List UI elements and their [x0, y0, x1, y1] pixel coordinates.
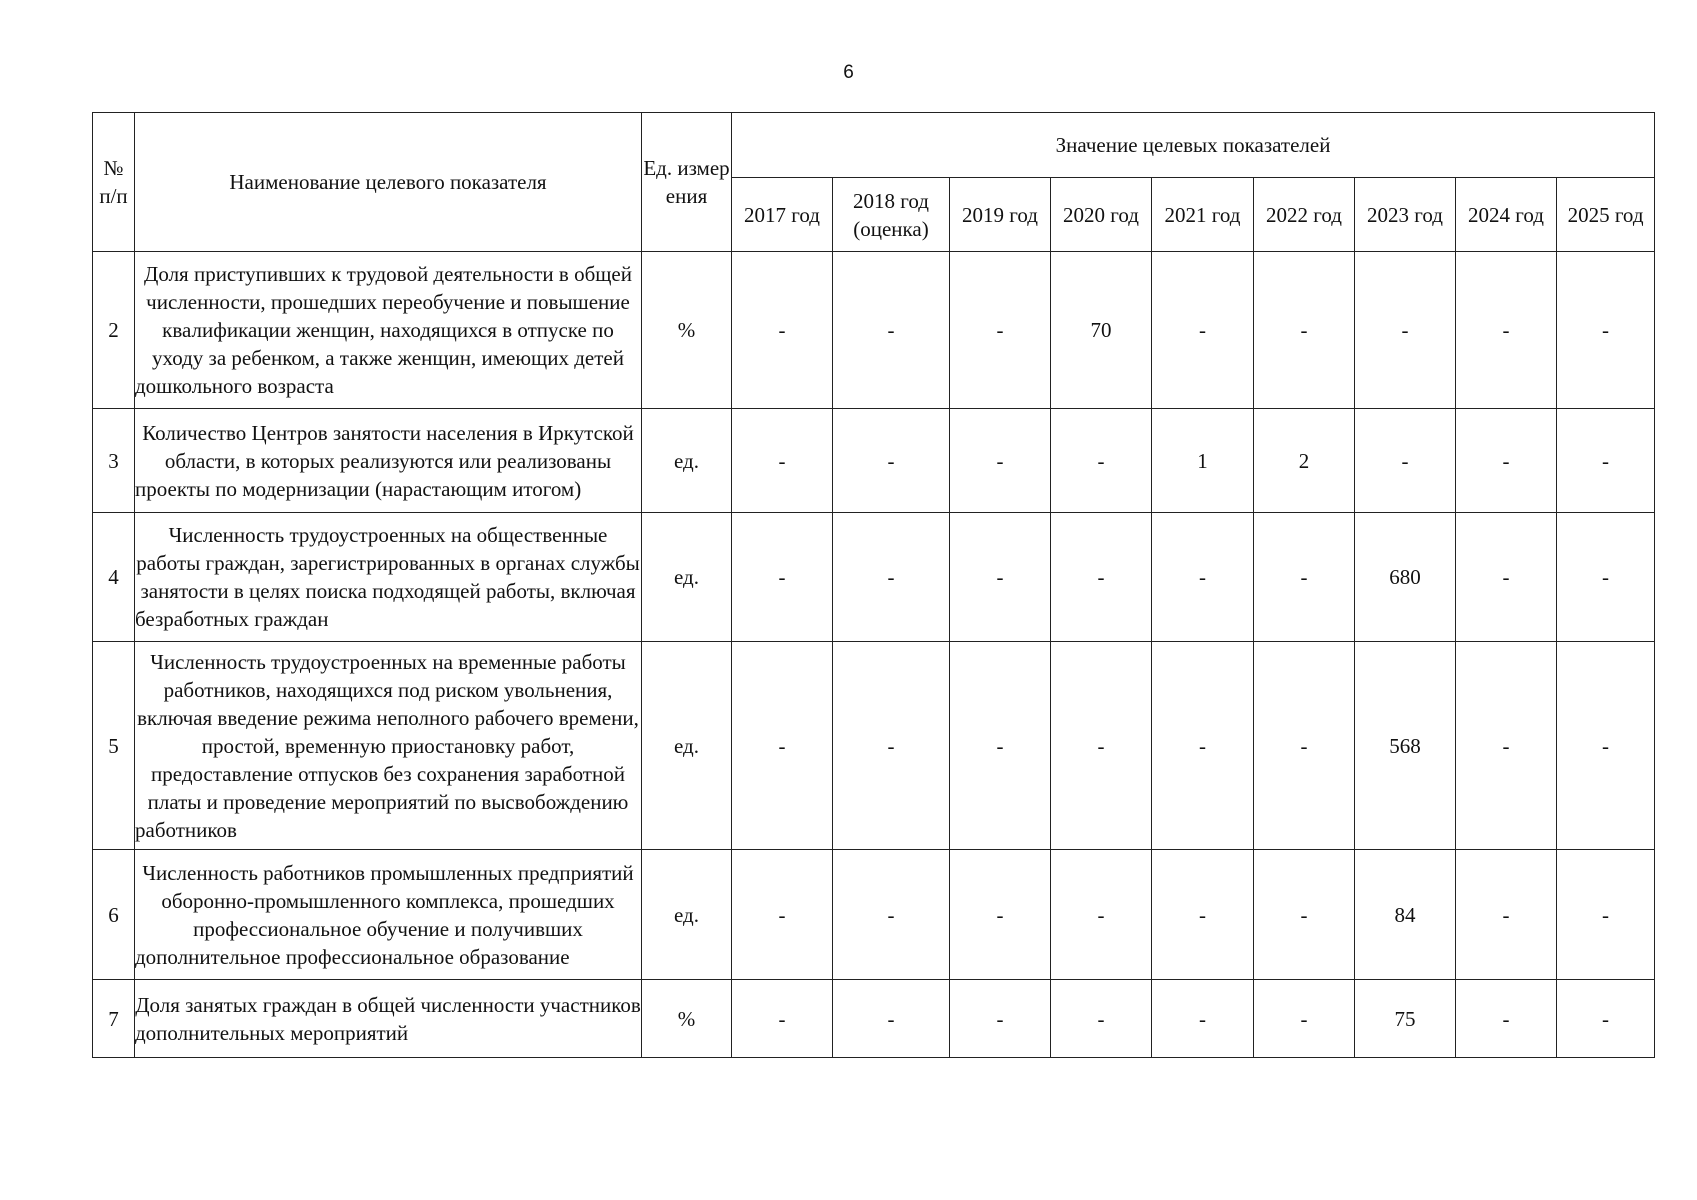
- indicator-unit: ед.: [642, 409, 732, 513]
- indicator-value: -: [1456, 513, 1557, 642]
- indicator-value: -: [1254, 513, 1355, 642]
- indicator-value: -: [1355, 409, 1456, 513]
- indicator-value: -: [1254, 980, 1355, 1058]
- header-year-3: 2020 год: [1051, 178, 1152, 252]
- indicator-value: -: [732, 980, 833, 1058]
- indicator-value: -: [833, 980, 950, 1058]
- indicator-name: Численность трудоустроенных на временные работы работников, находящихся под риском увольнения, включая введение режима неполного рабочего времени, простой, временную приостановку работ, предоставление отпусков без сохранения заработной платы и проведение мероприятий по высвобождению работников: [135, 642, 642, 850]
- indicator-value: -: [1152, 850, 1254, 980]
- indicator-value: -: [1152, 513, 1254, 642]
- indicator-name: Доля занятых граждан в общей численности участников дополнительных мероприятий: [135, 980, 642, 1058]
- indicator-unit: %: [642, 980, 732, 1058]
- indicator-value: -: [1456, 980, 1557, 1058]
- indicator-value: -: [1152, 252, 1254, 409]
- table-row: [93, 409, 1655, 513]
- indicator-value: 568: [1355, 642, 1456, 850]
- indicator-value: -: [1557, 850, 1655, 980]
- indicator-value: 84: [1355, 850, 1456, 980]
- target-indicators-table: [92, 112, 1655, 1058]
- indicator-value: -: [950, 513, 1051, 642]
- indicator-value: -: [833, 409, 950, 513]
- indicator-value: 1: [1152, 409, 1254, 513]
- indicator-value: -: [732, 513, 833, 642]
- header-unit: Ед. измер ения: [642, 113, 732, 252]
- table-row: [93, 513, 1655, 642]
- header-year-6: 2023 год: [1355, 178, 1456, 252]
- indicator-value: -: [950, 850, 1051, 980]
- indicator-value: -: [1557, 252, 1655, 409]
- indicator-value: -: [1152, 642, 1254, 850]
- header-year-7: 2024 год: [1456, 178, 1557, 252]
- table-row: [93, 850, 1655, 980]
- indicator-value: 70: [1051, 252, 1152, 409]
- indicator-value: -: [1051, 409, 1152, 513]
- indicator-unit: %: [642, 252, 732, 409]
- indicator-value: -: [833, 513, 950, 642]
- row-number: 6: [93, 850, 135, 980]
- indicator-value: 680: [1355, 513, 1456, 642]
- indicator-value: -: [1456, 642, 1557, 850]
- indicator-value: 2: [1254, 409, 1355, 513]
- row-number: 2: [93, 252, 135, 409]
- indicator-value: -: [1456, 252, 1557, 409]
- indicator-value: -: [1051, 850, 1152, 980]
- header-year-2: 2019 год: [950, 178, 1051, 252]
- indicator-value: -: [1051, 513, 1152, 642]
- table-row: [93, 642, 1655, 850]
- indicator-name: Доля приступивших к трудовой деятельности в общей численности, прошедших переобучение и повышение квалификации женщин, находящихся в отпуске по уходу за ребенком, а также женщин, имеющих детей дошкольного возраста: [135, 252, 642, 409]
- row-number: 4: [93, 513, 135, 642]
- indicator-value: -: [732, 850, 833, 980]
- indicator-value: -: [732, 409, 833, 513]
- table-row: [93, 252, 1655, 409]
- header-year-5: 2022 год: [1254, 178, 1355, 252]
- indicator-value: -: [1254, 850, 1355, 980]
- row-number: 3: [93, 409, 135, 513]
- indicator-value: -: [732, 642, 833, 850]
- indicator-value: -: [1152, 980, 1254, 1058]
- indicator-value: -: [732, 252, 833, 409]
- header-values-group: Значение целевых показателей: [732, 113, 1655, 178]
- indicator-value: -: [1456, 850, 1557, 980]
- header-num: № п/п: [93, 113, 135, 252]
- indicator-value: -: [950, 252, 1051, 409]
- indicator-value: -: [1051, 642, 1152, 850]
- header-year-1: 2018 год (оценка): [833, 178, 950, 252]
- header-year-0: 2017 год: [732, 178, 833, 252]
- page-number: 6: [843, 62, 854, 83]
- indicator-value: -: [1254, 642, 1355, 850]
- indicator-value: -: [1355, 252, 1456, 409]
- indicator-value: -: [1456, 409, 1557, 513]
- indicator-value: -: [1051, 980, 1152, 1058]
- indicator-value: -: [833, 850, 950, 980]
- indicator-name: Количество Центров занятости населения в Иркутской области, в которых реализуются или реализованы проекты по модернизации (нарастающим итогом): [135, 409, 642, 513]
- indicator-unit: ед.: [642, 513, 732, 642]
- indicator-value: 75: [1355, 980, 1456, 1058]
- indicator-value: -: [950, 409, 1051, 513]
- header-year-8: 2025 год: [1557, 178, 1655, 252]
- table-body: [93, 252, 1655, 1058]
- row-number: 7: [93, 980, 135, 1058]
- indicator-value: -: [1557, 513, 1655, 642]
- indicator-value: -: [950, 980, 1051, 1058]
- indicator-value: -: [1254, 252, 1355, 409]
- indicator-value: -: [1557, 642, 1655, 850]
- header-name: Наименование целевого показателя: [135, 113, 642, 252]
- table-row: [93, 980, 1655, 1058]
- indicator-value: -: [833, 252, 950, 409]
- indicator-value: -: [1557, 409, 1655, 513]
- indicator-value: -: [833, 642, 950, 850]
- indicator-value: -: [950, 642, 1051, 850]
- indicator-name: Численность работников промышленных предприятий оборонно-промышленного комплекса, прошедших профессиональное обучение и получивших дополнительное профессиональное образование: [135, 850, 642, 980]
- row-number: 5: [93, 642, 135, 850]
- indicator-value: -: [1557, 980, 1655, 1058]
- indicator-name: Численность трудоустроенных на общественные работы граждан, зарегистрированных в органах службы занятости в целях поиска подходящей работы, включая безработных граждан: [135, 513, 642, 642]
- indicator-unit: ед.: [642, 642, 732, 850]
- indicator-unit: ед.: [642, 850, 732, 980]
- header-year-4: 2021 год: [1152, 178, 1254, 252]
